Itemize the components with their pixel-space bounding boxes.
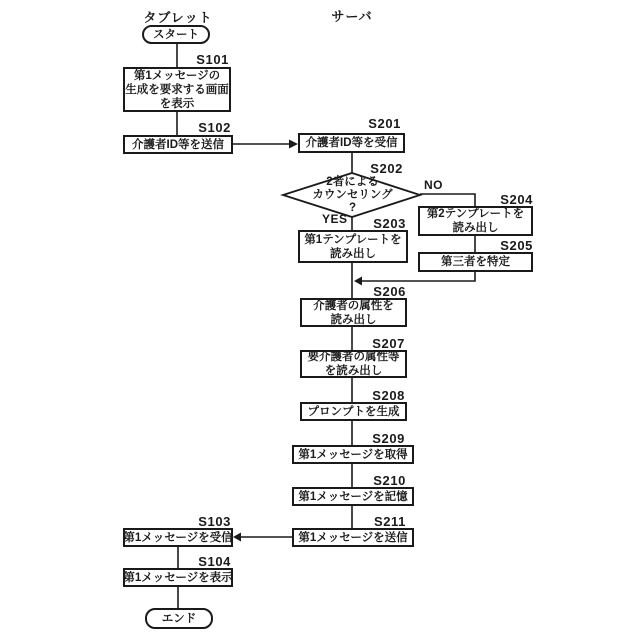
node-s211: 第1メッセージを送信	[292, 528, 414, 547]
step-label-s210: S210	[373, 473, 406, 488]
node-s204: 第2テンプレートを 読み出し	[418, 206, 533, 236]
decision-text: 2者による カウンセリング ?	[312, 176, 393, 214]
column-header-tablet: タブレット	[143, 10, 213, 25]
arrowhead-left-icon	[354, 277, 362, 286]
node-s209: 第1メッセージを取得	[292, 445, 414, 464]
node-s210: 第1メッセージを記憶	[292, 487, 414, 506]
step-label-s208: S208	[372, 388, 405, 403]
node-s208: プロンプトを生成	[300, 402, 407, 421]
node-s206: 介護者の属性を 読み出し	[300, 298, 407, 327]
step-label-s101: S101	[196, 52, 229, 67]
node-s101: 第1メッセージの 生成を要求する画面 を表示	[123, 67, 231, 112]
step-label-s104: S104	[198, 554, 231, 569]
node-s201: 介護者ID等を受信	[298, 133, 405, 153]
terminator-start: スタート	[142, 25, 210, 44]
column-header-server: サーバ	[331, 9, 373, 24]
decision-no-label: NO	[424, 178, 443, 192]
arrowhead-left-icon	[233, 533, 241, 542]
node-s104: 第1メッセージを表示	[123, 568, 233, 587]
decision-yes-label: YES	[322, 212, 348, 226]
node-s103: 第1メッセージを受信	[123, 528, 233, 547]
step-label-s207: S207	[372, 336, 405, 351]
node-s207: 要介護者の属性等 を読み出し	[300, 350, 407, 378]
step-label-s203: S203	[373, 216, 406, 231]
step-label-s102: S102	[198, 120, 231, 135]
step-label-s211: S211	[373, 514, 406, 529]
step-label-s202: S202	[370, 161, 403, 176]
arrowhead-right-icon	[289, 140, 298, 149]
step-label-s209: S209	[372, 431, 405, 446]
step-label-s205: S205	[500, 238, 533, 253]
node-s205: 第三者を特定	[418, 252, 533, 272]
step-label-s103: S103	[198, 514, 231, 529]
node-s203: 第1テンプレートを 読み出し	[298, 230, 408, 263]
step-label-s204: S204	[500, 192, 533, 207]
terminator-end: エンド	[145, 608, 213, 629]
step-label-s206: S206	[373, 284, 406, 299]
step-label-s201: S201	[368, 116, 401, 131]
node-s102: 介護者ID等を送信	[123, 135, 233, 154]
